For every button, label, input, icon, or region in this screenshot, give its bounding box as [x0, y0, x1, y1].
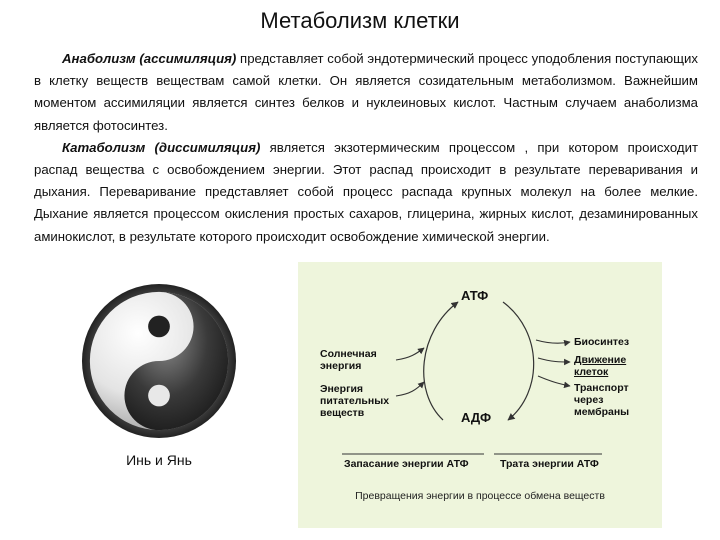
- arrow-adp-to-atp: [424, 302, 458, 420]
- catabolism-text: является экзотермическим процессом , при котором происходит распад вещества с освобождением энергии. Этот распад происходит в результате переваривания и дыхания. Переваривание представляет собой процесс распада крупных молекул на более мелкие. Дыхание является процессом окисления простых сахаров, глицерина, жирных кислот, дезаминированных аминокислот, в результате которого происходит освобождение химической энергии.: [34, 139, 698, 244]
- label-storage: Запасание энергии АТФ: [344, 458, 469, 470]
- label-biosynthesis: Биосинтез: [574, 336, 630, 348]
- label-adp: АДФ: [461, 410, 492, 425]
- energy-diagram: [298, 262, 662, 528]
- arrow-solar: [396, 348, 424, 360]
- yin-yang-dark-dot: [148, 316, 170, 338]
- diagram-caption: Превращения энергии в процессе обмена веществ: [355, 490, 605, 502]
- label-membrane-transport: Транспорт через мембраны: [574, 382, 630, 418]
- yin-yang-light-dot: [148, 385, 170, 407]
- page-title: Метаболизм клетки: [260, 8, 460, 33]
- arrow-biosynthesis: [536, 340, 570, 343]
- body-text: [34, 48, 698, 248]
- arrow-nutrient: [396, 382, 424, 396]
- anabolism-text: представляет собой эндотермический процесс уподобления поступающих в клетку веществ веществам самой клетки. Он является созидательным метаболизмом. Важнейшим моментом ассимиляции является синтез белков и нуклеиновых кислот. Частным случаем анаболизма является фотосинтез.: [34, 51, 698, 133]
- arrow-atp-to-adp: [503, 302, 534, 420]
- label-atp: АТФ: [461, 288, 489, 303]
- catabolism-paragraph: [34, 137, 698, 248]
- arrow-transport: [538, 376, 570, 386]
- label-cell-movement: Движение клеток: [574, 354, 627, 378]
- anabolism-paragraph: [34, 48, 698, 137]
- label-solar-energy: Солнечная энергия: [320, 348, 377, 372]
- yin-yang-image: [80, 282, 238, 440]
- catabolism-term: Катаболизм (диссимиляция): [62, 139, 261, 155]
- anabolism-term: Анаболизм (ассимиляция): [62, 51, 237, 66]
- label-spending: Трата энергии АТФ: [500, 458, 599, 470]
- arrow-movement: [538, 358, 570, 362]
- label-nutrient-energy: Энергия питательных веществ: [320, 383, 390, 419]
- yin-yang-caption: Инь и Янь: [126, 452, 192, 468]
